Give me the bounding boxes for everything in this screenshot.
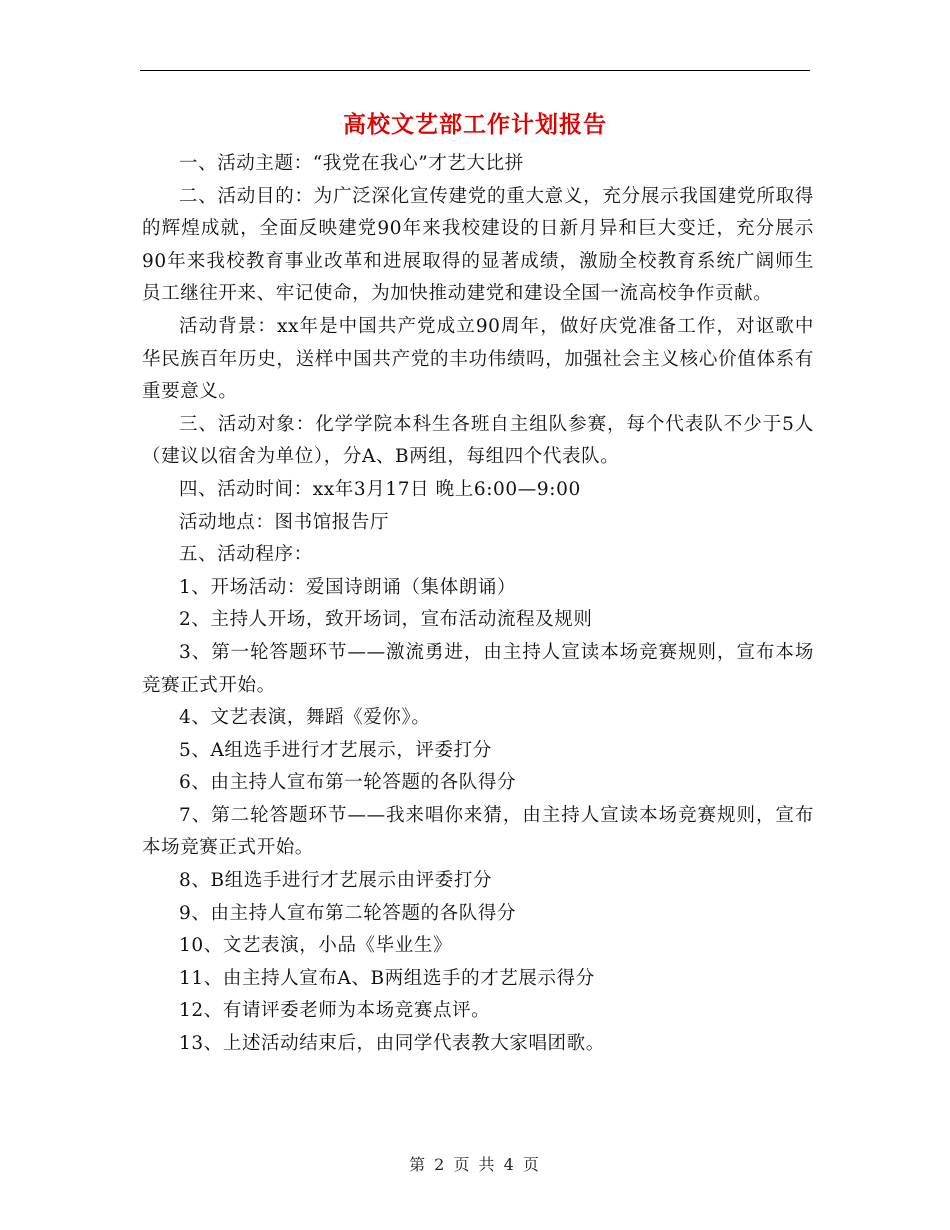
header-rule <box>140 70 810 71</box>
paragraph-time: 四、活动时间：xx年3月17日 晚上6:00—9:00 <box>179 478 581 500</box>
list-item: 11、由主持人宣布A、B两组选手的才艺展示得分 <box>179 967 595 989</box>
paragraph-participants: 三、活动对象：化学学院本科生各班自主组队参赛，每个代表队不少于5人（建议以宿舍为单位），分A、B两组，每组四个代表队。 <box>142 413 814 468</box>
document-body <box>142 148 814 1061</box>
paragraph-background: 活动背景：xx年是中国共产党成立90周年，做好庆党准备工作，对讴歌中华民族百年历史，送样中国共产党的丰功伟绩吗，加强社会主义核心价值体系有重要意义。 <box>142 315 814 403</box>
list-item: 2、主持人开场，致开场词，宣布活动流程及规则 <box>179 609 593 631</box>
list-item: 12、有请评委老师为本场竞赛点评。 <box>179 1000 491 1022</box>
list-item: 8、B组选手进行才艺展示由评委打分 <box>179 870 493 892</box>
list-item: 3、第一轮答题环节——激流勇进，由主持人宣读本场竞赛规则，宣布本场竞赛正式开始。 <box>142 641 814 696</box>
list-item: 6、由主持人宣布第一轮答题的各队得分 <box>179 772 517 794</box>
paragraph-location: 活动地点：图书馆报告厅 <box>179 511 390 533</box>
list-item: 9、由主持人宣布第二轮答题的各队得分 <box>179 902 517 924</box>
paragraph-purpose: 二、活动目的：为广泛深化宣传建党的重大意义，充分展示我国建党所取得的辉煌成就，全面反映建党90年来我校建设的日新月异和巨大变迁，充分展示90年来我校教育事业改革和进展取得的显著成绩，激励全校教育系统广阔师生员工继往开来、牢记使命，为加快推动建党和建设全国一流高校争作贡献。 <box>142 185 814 305</box>
list-item: 10、文艺表演，小品《毕业生》 <box>179 935 453 957</box>
list-item: 4、文艺表演，舞蹈《爱你》。 <box>179 707 431 729</box>
list-item: 13、上述活动结束后，由同学代表教大家唱团歌。 <box>179 1033 605 1055</box>
list-item: 5、A组选手进行才艺展示，评委打分 <box>179 739 492 761</box>
document-title: 高校文艺部工作计划报告 <box>343 111 607 138</box>
paragraph-theme: 一、活动主题：“我党在我心”才艺大比拼 <box>179 153 524 174</box>
list-item: 7、第二轮答题环节——我来唱你来猜，由主持人宣读本场竞赛规则，宣布本场竞赛正式开始。 <box>142 804 814 859</box>
paragraph-procedure-heading: 五、活动程序： <box>179 544 313 566</box>
list-item: 1、开场活动：爱国诗朗诵（集体朗诵） <box>179 576 517 598</box>
page-number: 第 2 页 共 4 页 <box>409 1155 541 1174</box>
